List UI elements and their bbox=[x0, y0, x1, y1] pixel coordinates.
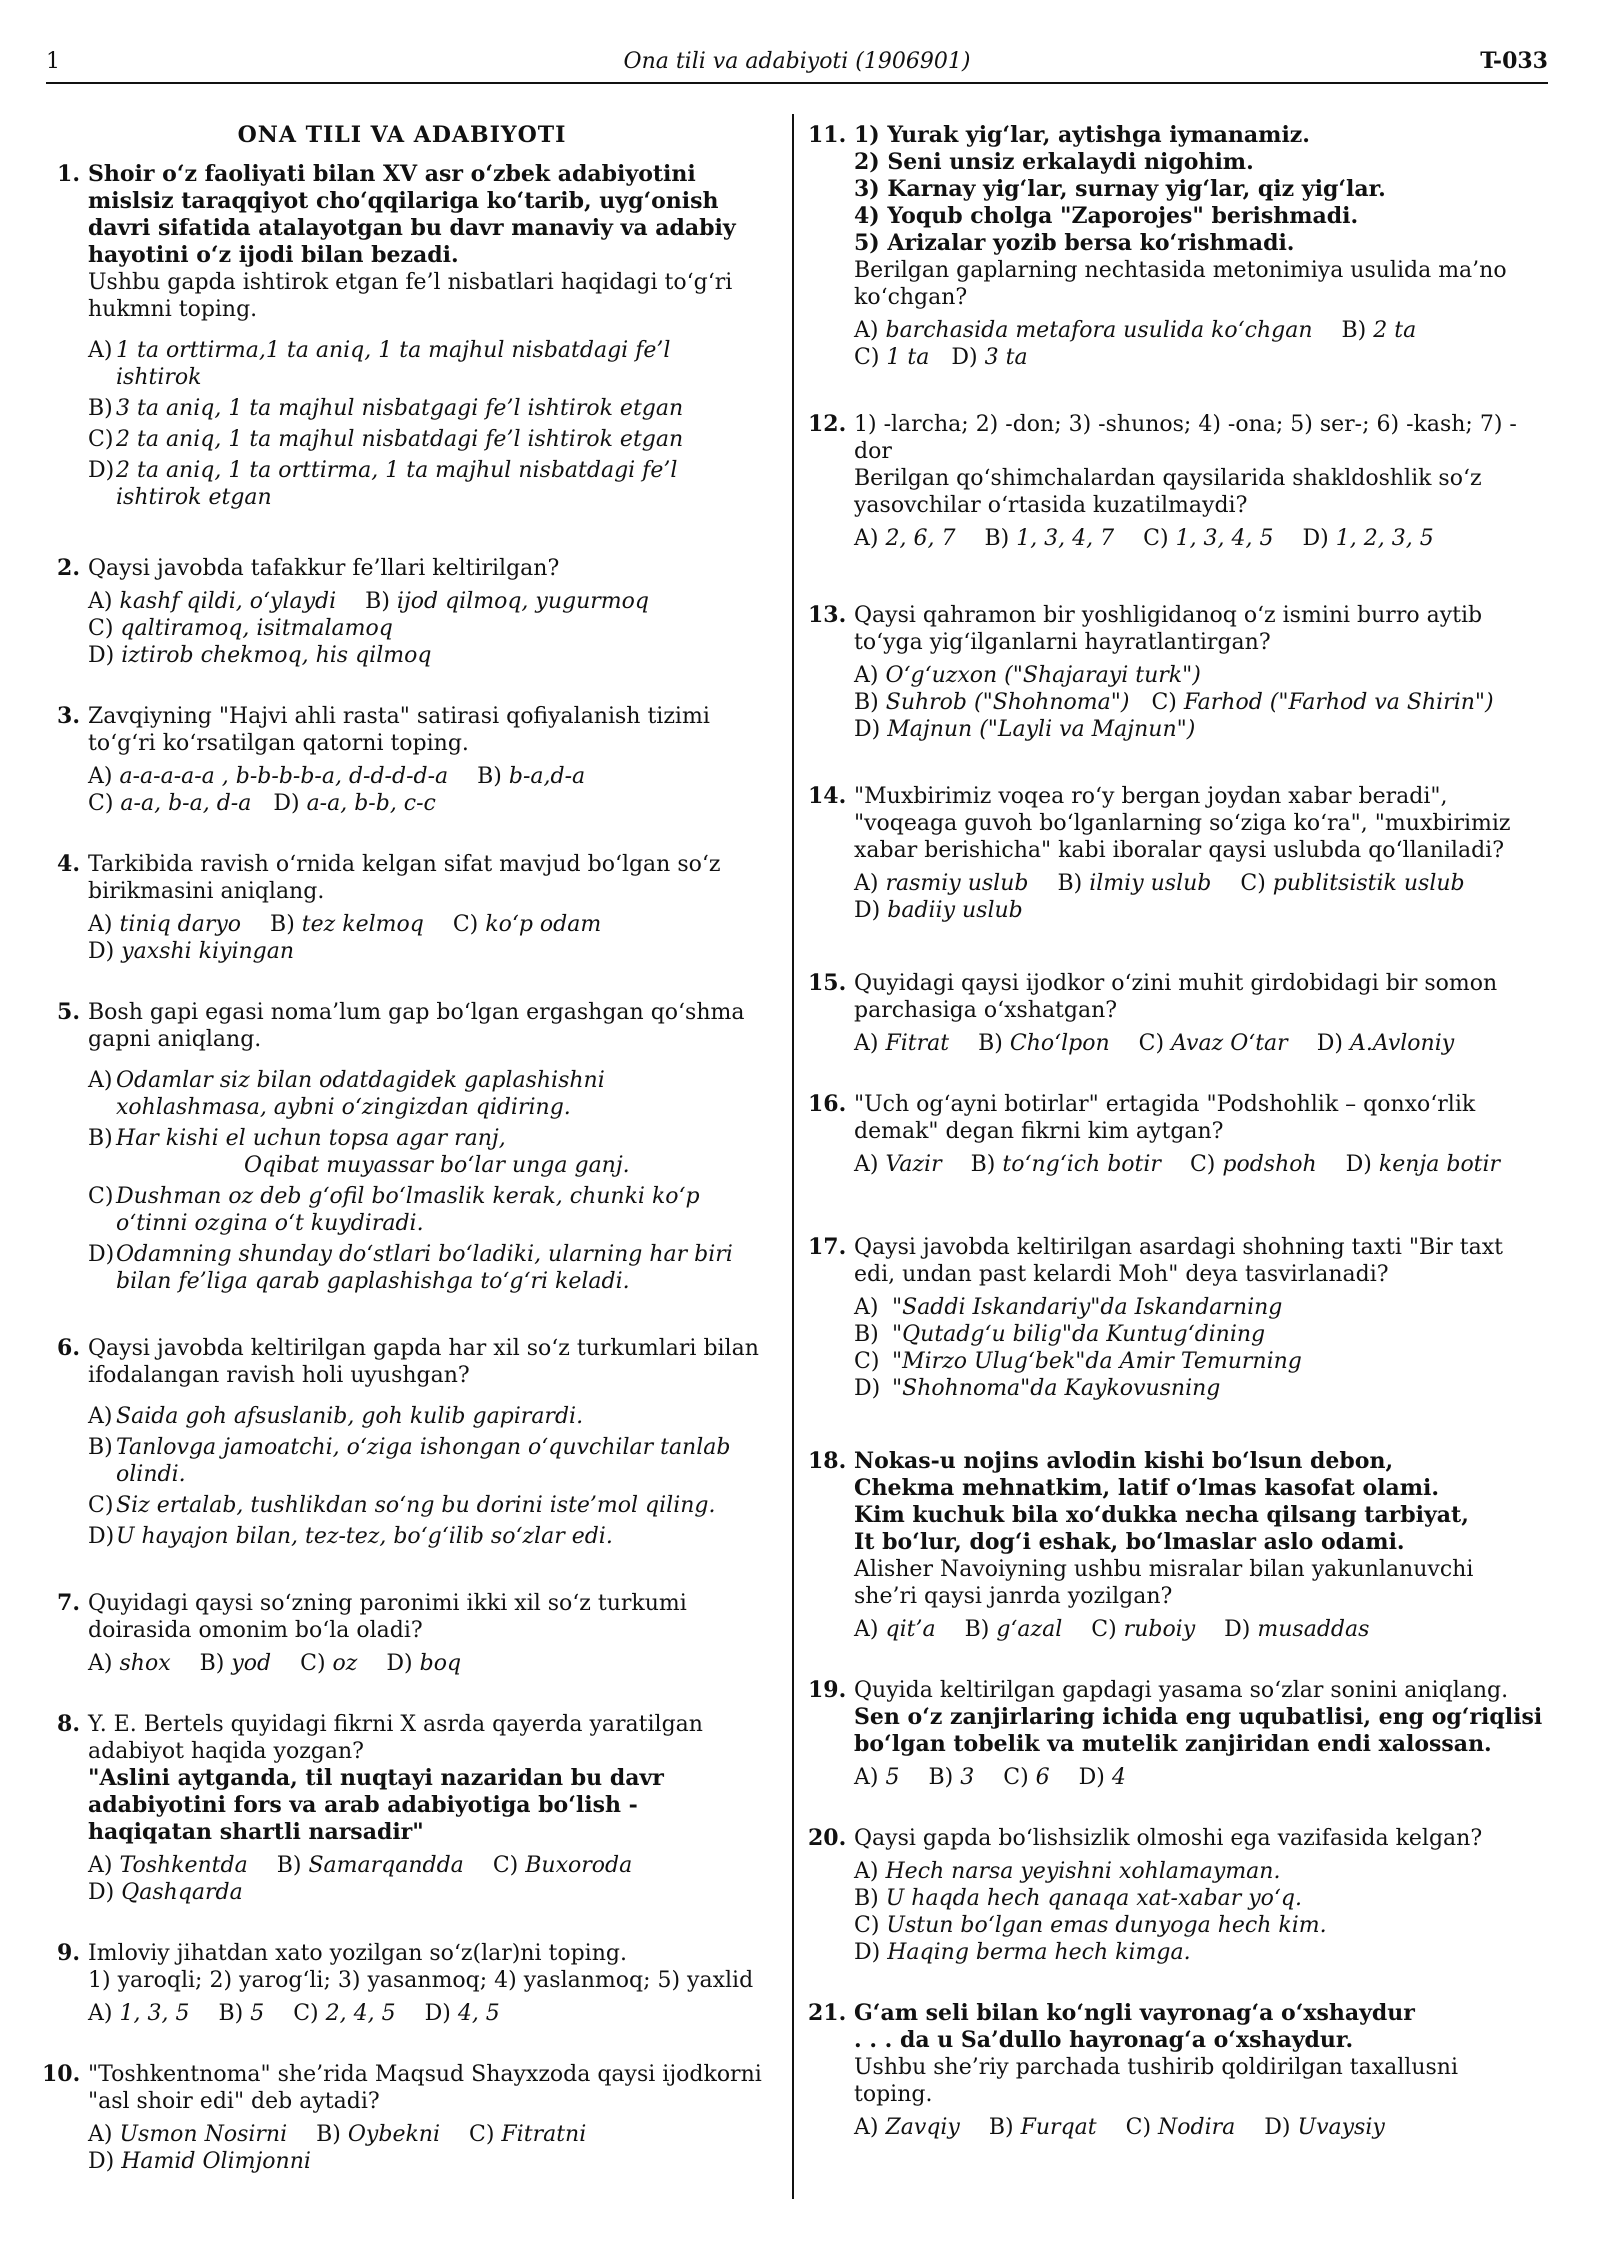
answer-options bbox=[854, 662, 1543, 743]
option-a[interactable]: A) Hech narsa yeyishni xohlamayman. bbox=[854, 1859, 1281, 1884]
question-items: 1) yaroqli; 2) yarog‘li; 3) yasanmoq; 4) yaslanmoq; 5) yaxlid bbox=[88, 1968, 754, 1993]
option-b[interactable]: B) Furqat bbox=[988, 2115, 1097, 2140]
question-number: 18. bbox=[808, 1448, 847, 1474]
option-b[interactable]: B) 2 ta bbox=[1341, 318, 1417, 343]
question-9 bbox=[42, 1940, 762, 2027]
answer-options bbox=[854, 1030, 1543, 1057]
option-b[interactable]: B) yod bbox=[199, 1651, 272, 1676]
sentence-line: 3) Karnay yig‘lar, surnay yig‘lar, qiz yig‘lar. bbox=[854, 176, 1386, 202]
question-7 bbox=[42, 1590, 762, 1677]
option-d[interactable]: D) 3 ta bbox=[951, 345, 1028, 370]
option-c[interactable]: C) podshoh bbox=[1189, 1152, 1317, 1177]
poem-line: It bo‘lur, dog‘i eshak, bo‘lmaslar aslo odami. bbox=[854, 1529, 1405, 1555]
option-d[interactable]: D) badiiy uslub bbox=[854, 898, 1023, 923]
question-13 bbox=[808, 602, 1543, 743]
question-number: 2. bbox=[57, 555, 80, 581]
question-text: Berilgan gaplarning nechtasida metonimiya usulida ma’no ko‘chgan? bbox=[854, 258, 1507, 310]
option-b[interactable]: B) Tanlovga jamoatchi, o‘ziga ishongan o‘quvchilar tanlab olindi. bbox=[88, 1435, 731, 1487]
answer-options bbox=[88, 1067, 762, 1295]
option-c[interactable]: C) ko‘p odam bbox=[452, 912, 602, 937]
question-text: Quyida keltirilgan gapdagi yasama so‘zlar sonini aniqlang. bbox=[854, 1678, 1509, 1703]
option-cd bbox=[88, 790, 762, 817]
answer-options bbox=[854, 1151, 1543, 1178]
question-text: Qaysi javobda keltirilgan asardagi shohning taxti "Bir taxt edi, undan past kelardi Moh" deya tasvirlanadi? bbox=[854, 1235, 1503, 1287]
option-b[interactable]: B) 1, 3, 4, 7 bbox=[984, 526, 1115, 551]
option-c[interactable]: C) Ustun bo‘lgan emas dunyoga hech kim. bbox=[854, 1913, 1327, 1938]
option-a[interactable]: A) qit’a bbox=[854, 1617, 936, 1642]
question-number: 15. bbox=[808, 970, 847, 996]
question-10 bbox=[42, 2061, 762, 2175]
answer-options bbox=[88, 911, 762, 965]
option-d[interactable]: D) Uvaysiy bbox=[1264, 2115, 1385, 2140]
left-column bbox=[42, 122, 762, 2209]
question-2 bbox=[42, 555, 762, 669]
option-d[interactable]: D) U hayajon bilan, tez-tez, bo‘g‘ilib so‘zlar edi. bbox=[88, 1524, 613, 1549]
option-a[interactable]: A) 1 ta orttirma,1 ta aniq, 1 ta majhul nisbatdagi fe’l ishtirok bbox=[88, 338, 671, 390]
question-items: 1) -larcha; 2) -don; 3) -shunos; 4) -ona; 5) ser-; 6) -kash; 7) -dor bbox=[854, 412, 1517, 464]
answer-options bbox=[854, 1764, 1543, 1791]
question-number: 3. bbox=[57, 703, 80, 729]
question-text: Ushbu gapda ishtirok etgan fe’l nisbatlari haqidagi to‘g‘ri hukmni toping. bbox=[88, 270, 733, 322]
option-d[interactable]: D) a-a, b-b, c-c bbox=[273, 791, 436, 816]
answer-options bbox=[88, 2121, 762, 2175]
answer-options bbox=[854, 1294, 1543, 1402]
question-number: 17. bbox=[808, 1234, 847, 1260]
option-c[interactable]: C) Nodira bbox=[1125, 2115, 1236, 2140]
option-c[interactable]: C) 1 ta bbox=[854, 345, 930, 370]
option-b[interactable]: B) tez kelmoq bbox=[270, 912, 424, 937]
option-b[interactable]: B) to‘ng‘ich botir bbox=[970, 1152, 1161, 1177]
question-6 bbox=[42, 1335, 762, 1550]
question-text: Quyidagi qaysi so‘zning paronimi ikki xil so‘z turkumi doirasida omonim bo‘la oladi? bbox=[88, 1591, 687, 1643]
question-number: 5. bbox=[57, 999, 80, 1025]
question-number: 11. bbox=[808, 122, 847, 148]
question-passage: Sen o‘z zanjirlaring ichida eng uqubatlisi, eng og‘riqlisi bo‘lgan tobelik va mutelik zanjiridan endi xalossan. bbox=[854, 1704, 1543, 1757]
option-bc bbox=[854, 689, 1543, 716]
question-quote: "Aslini aytganda, til nuqtayi nazaridan bu davr adabiyotini fors va arab adabiyotiga bo‘lish - haqiqatan shartli narsadir" bbox=[88, 1765, 664, 1845]
answer-options bbox=[854, 317, 1543, 371]
subject-title: Ona tili va adabiyoti (1906901) bbox=[623, 49, 971, 74]
option-d[interactable]: D) Qashqarda bbox=[88, 1880, 243, 1905]
question-21 bbox=[808, 2000, 1543, 2141]
question-number: 6. bbox=[57, 1335, 80, 1361]
question-text: "Toshkentnoma" she’rida Maqsud Shayxzoda qaysi ijodkorni "asl shoir edi" deb aytadi? bbox=[88, 2062, 762, 2114]
option-c[interactable]: C) Buxoroda bbox=[492, 1853, 633, 1878]
answer-options bbox=[88, 763, 762, 817]
option-d[interactable]: D) Odamning shunday do‘stlari bo‘ladiki, ularning har biri bilan fe’liga qarab gaplashishga to‘g‘ri keladi. bbox=[88, 1242, 733, 1294]
question-number: 12. bbox=[808, 411, 847, 437]
question-text: Qaysi gapda bo‘lishsizlik olmoshi ega vazifasida kelgan? bbox=[854, 1826, 1483, 1851]
option-b[interactable]: B) ijod qilmoq, yugurmoq bbox=[365, 589, 649, 614]
question-text: Qaysi javobda keltirilgan gapda har xil so‘z turkumlari bilan ifodalangan ravish holi uyushgan? bbox=[88, 1336, 759, 1388]
option-b[interactable]: B) b-a,d-a bbox=[477, 764, 586, 789]
option-c[interactable]: C) "Mirzo Ulug‘bek"da Amir Temurning bbox=[854, 1349, 1302, 1374]
option-a[interactable]: A) Zavqiy bbox=[854, 2115, 960, 2140]
poem-line: Chekma mehnatkim, latif o‘lmas kasofat olami. bbox=[854, 1475, 1440, 1501]
option-d[interactable]: D) iztirob chekmoq, his qilmoq bbox=[88, 643, 432, 668]
question-20 bbox=[808, 1825, 1543, 1966]
question-text: Qaysi qahramon bir yoshligidanoq o‘z ismini burro aytib to‘yga yig‘ilganlarni hayratlantirgan? bbox=[854, 603, 1483, 655]
option-a[interactable]: A) kashf qildi, o‘ylaydi bbox=[88, 589, 337, 614]
question-number: 20. bbox=[808, 1825, 847, 1851]
option-a[interactable]: A) Fitrat bbox=[854, 1031, 950, 1056]
option-c[interactable]: C) Dushman oz deb g‘ofil bo‘lmaslik kerak, chunki ko‘p o‘tinni ozgina o‘t kuydiradi. bbox=[88, 1184, 700, 1236]
question-number: 10. bbox=[42, 2061, 81, 2087]
question-number: 21. bbox=[808, 2000, 847, 2026]
question-text: Berilgan qo‘shimchalardan qaysilarida shakldoshlik so‘z yasovchilar o‘rtasida kuzatilmaydi? bbox=[854, 466, 1482, 518]
option-a[interactable]: A) a-a-a-a-a , b-b-b-b-a, d-d-d-d-a bbox=[88, 764, 449, 789]
option-d[interactable]: D) 4, 5 bbox=[424, 2001, 500, 2026]
question-number: 16. bbox=[808, 1091, 847, 1117]
option-c[interactable]: C) qaltiramoq, isitmalamoq bbox=[88, 616, 393, 641]
option-a[interactable]: A) Odamlar siz bilan odatdagidek gaplashishni xohlashmasa, aybni o‘zingizdan qidiring. bbox=[88, 1068, 605, 1120]
question-11 bbox=[808, 122, 1543, 371]
answer-options bbox=[854, 1858, 1543, 1966]
option-b[interactable]: B) 3 bbox=[928, 1765, 975, 1790]
question-text: Bosh gapi egasi noma’lum gap bo‘lgan ergashgan qo‘shma gapni aniqlang. bbox=[88, 1000, 745, 1052]
option-c[interactable]: C) 2, 4, 5 bbox=[293, 2001, 396, 2026]
option-b[interactable]: B) Har kishi el uchun topsa agar ranj, Oqibat muyassar bo‘lar unga ganj. bbox=[88, 1126, 630, 1178]
answer-options bbox=[88, 1403, 762, 1550]
poem-line: G‘am seli bilan ko‘ngli vayronag‘a o‘xshaydur bbox=[854, 2000, 1415, 2026]
answer-options bbox=[854, 2114, 1543, 2141]
option-d[interactable]: D) musaddas bbox=[1224, 1617, 1370, 1642]
question-5 bbox=[42, 999, 762, 1295]
answer-options bbox=[854, 1616, 1543, 1643]
option-a[interactable]: A) 5 bbox=[854, 1765, 900, 1790]
question-text: Imloviy jihatdan xato yozilgan so‘z(lar)ni toping. bbox=[88, 1941, 627, 1966]
question-number: 4. bbox=[57, 851, 80, 877]
option-a[interactable]: A) shox bbox=[88, 1651, 171, 1676]
question-15 bbox=[808, 970, 1543, 1057]
option-a[interactable]: A) "Saddi Iskandariy"da Iskandarning bbox=[854, 1295, 1283, 1320]
question-number: 19. bbox=[808, 1677, 847, 1703]
option-d[interactable]: D) Haqing berma hech kimga. bbox=[854, 1940, 1191, 1965]
option-c[interactable]: C) 2 ta aniq, 1 ta majhul nisbatdagi fe’l ishtirok etgan bbox=[88, 427, 684, 452]
question-number: 13. bbox=[808, 602, 847, 628]
question-number: 9. bbox=[57, 1940, 80, 1966]
question-number: 14. bbox=[808, 783, 847, 809]
option-c[interactable]: C) a-a, b-a, d-a bbox=[88, 791, 252, 816]
option-d[interactable]: D) kenja botir bbox=[1345, 1152, 1501, 1177]
question-text: "Uch og‘ayni botirlar" ertagida "Podshohlik – qonxo‘rlik demak" degan fikrni kim aytgan? bbox=[854, 1092, 1476, 1144]
question-text: Alisher Navoiyning ushbu misralar bilan yakunlanuvchi she’ri qaysi janrda yozilgan? bbox=[854, 1557, 1474, 1609]
question-4 bbox=[42, 851, 762, 965]
answer-options bbox=[854, 525, 1543, 552]
option-a[interactable]: A) Usmon Nosirni bbox=[88, 2122, 288, 2147]
option-c[interactable]: C) 6 bbox=[1003, 1765, 1050, 1790]
page-number: 1 bbox=[46, 49, 60, 74]
question-14 bbox=[808, 783, 1543, 924]
question-text: Tarkibida ravish o‘rnida kelgan sifat mavjud bo‘lgan so‘z birikmasini aniqlang. bbox=[88, 852, 721, 904]
option-c[interactable]: C) Farhod ("Farhod va Shirin") bbox=[1151, 690, 1494, 715]
test-code: T-033 bbox=[1480, 48, 1548, 74]
option-a[interactable]: A) Saida goh afsuslanib, goh kulib gapirardi. bbox=[88, 1404, 584, 1429]
question-3 bbox=[42, 703, 762, 817]
column-divider bbox=[792, 114, 794, 2199]
option-a[interactable]: A) Vazir bbox=[854, 1152, 942, 1177]
option-a[interactable]: A) 2, 6, 7 bbox=[854, 526, 956, 551]
option-b[interactable]: B) 5 bbox=[218, 2001, 265, 2026]
question-18 bbox=[808, 1448, 1543, 1643]
sentence-line: 4) Yoqub cholga "Zaporojes" berishmadi. bbox=[854, 203, 1359, 229]
question-text: Quyidagi qaysi ijodkor o‘zini muhit girdobidagi bir somon parchasiga o‘xshatgan? bbox=[854, 971, 1498, 1023]
option-c[interactable]: C) 1, 3, 4, 5 bbox=[1143, 526, 1274, 551]
question-passage: Shoir o‘z faoliyati bilan XV asr o‘zbek adabiyotini mislsiz taraqqiyot cho‘qqilariga ko‘tarib, uyg‘onish davri sifatida atalayotgan bu davr manaviy va adabiy hayotini o‘z ijodi bilan bezadi. bbox=[88, 161, 736, 268]
option-b[interactable]: B) "Qutadg‘u bilig"da Kuntug‘dining bbox=[854, 1322, 1266, 1347]
question-text: Qaysi javobda tafakkur fe’llari keltirilgan? bbox=[88, 556, 560, 581]
poem-line: Nokas-u nojins avlodin kishi bo‘lsun debon, bbox=[854, 1448, 1394, 1474]
option-c[interactable]: C) ruboiy bbox=[1091, 1617, 1196, 1642]
option-d[interactable]: D) 2 ta aniq, 1 ta orttirma, 1 ta majhul nisbatdagi fe’l ishtirok etgan bbox=[88, 458, 678, 510]
sentence-line: 1) Yurak yig‘lar, aytishga iymanamiz. bbox=[854, 122, 1310, 148]
option-b[interactable]: B) 3 ta aniq, 1 ta majhul nisbatgagi fe’l ishtirok etgan bbox=[88, 396, 684, 421]
question-text: Zavqiyning "Hajvi ahli rasta" satirasi qofiyalanish tizimi to‘g‘ri ko‘rsatilgan qatorni toping. bbox=[88, 704, 710, 756]
option-b[interactable]: B) Oybekni bbox=[316, 2122, 440, 2147]
poem-line: Kim kuchuk bila xo‘dukka necha qilsang tarbiyat, bbox=[854, 1502, 1469, 1528]
question-text: Y. E. Bertels quyidagi fikrni X asrda qayerda yaratilgan adabiyot haqida yozgan? bbox=[88, 1712, 703, 1764]
option-a[interactable]: A) O‘g‘uzxon ("Shajarayi turk") bbox=[854, 663, 1201, 688]
option-b[interactable]: B) g‘azal bbox=[964, 1617, 1063, 1642]
question-19 bbox=[808, 1677, 1543, 1791]
option-a[interactable]: A) barchasida metafora usulida ko‘chgan bbox=[854, 318, 1313, 343]
option-d[interactable]: D) Hamid Olimjonni bbox=[88, 2149, 311, 2174]
option-c[interactable]: C) Fitratni bbox=[469, 2122, 587, 2147]
option-d[interactable]: D) 4 bbox=[1078, 1765, 1126, 1790]
question-number: 8. bbox=[57, 1711, 80, 1737]
answer-options bbox=[88, 1650, 762, 1677]
option-b[interactable]: B) Suhrob ("Shohnoma") bbox=[854, 690, 1130, 715]
option-d[interactable]: D) A.Avloniy bbox=[1316, 1031, 1455, 1056]
option-a[interactable]: A) Toshkentda bbox=[88, 1853, 248, 1878]
option-a[interactable]: A) rasmiy uslub bbox=[854, 871, 1029, 896]
question-number: 7. bbox=[57, 1590, 80, 1616]
option-c[interactable]: C) Siz ertalab, tushlikdan so‘ng bu dorini iste’mol qiling. bbox=[88, 1493, 716, 1518]
option-c[interactable]: C) Avaz O‘tar bbox=[1138, 1031, 1288, 1056]
question-text: Ushbu she’riy parchada tushirib qoldirilgan taxallusni toping. bbox=[854, 2055, 1458, 2107]
option-a[interactable]: A) tiniq daryo bbox=[88, 912, 242, 937]
option-cd bbox=[854, 344, 1543, 371]
option-b[interactable]: B) U haqda hech qanaqa xat-xabar yo‘q. bbox=[854, 1886, 1302, 1911]
document-title: ONA TILI VA ADABIYOTI bbox=[237, 122, 567, 148]
option-a[interactable]: A) 1, 3, 5 bbox=[88, 2001, 190, 2026]
question-number: 1. bbox=[57, 161, 80, 187]
option-c[interactable]: C) publitsistik uslub bbox=[1240, 871, 1465, 896]
answer-options bbox=[88, 588, 762, 669]
question-12 bbox=[808, 411, 1543, 552]
answer-options bbox=[88, 2000, 762, 2027]
option-b[interactable]: B) Cho‘lpon bbox=[978, 1031, 1110, 1056]
option-b[interactable]: B) ilmiy uslub bbox=[1057, 871, 1212, 896]
option-d[interactable]: D) Majnun ("Layli va Majnun") bbox=[854, 717, 1196, 742]
option-d[interactable]: D) 1, 2, 3, 5 bbox=[1302, 526, 1434, 551]
option-d[interactable]: D) boq bbox=[386, 1651, 462, 1676]
question-1 bbox=[42, 161, 762, 511]
option-d[interactable]: D) "Shohnoma"da Kaykovusning bbox=[854, 1376, 1221, 1401]
right-column bbox=[808, 122, 1543, 2175]
sentence-line: 5) Arizalar yozib bersa ko‘rishmadi. bbox=[854, 230, 1295, 256]
question-17 bbox=[808, 1234, 1543, 1402]
poem-line: . . . da u Sa’dullo hayronag‘a o‘xshaydur. bbox=[854, 2027, 1354, 2053]
answer-options bbox=[88, 1852, 762, 1906]
question-text: "Muxbirimiz voqea ro‘y bergan joydan xabar beradi", "voqeaga guvoh bo‘lganlarning so‘ziga ko‘ra", "muxbirimiz xabar berishicha" kabi iboralar qaysi uslubda qo‘llaniladi? bbox=[854, 784, 1511, 863]
option-d[interactable]: D) yaxshi kiyingan bbox=[88, 939, 295, 964]
answer-options bbox=[854, 870, 1543, 924]
option-c[interactable]: C) oz bbox=[300, 1651, 358, 1676]
sentence-line: 2) Seni unsiz erkalaydi nigohim. bbox=[854, 149, 1254, 175]
answer-options bbox=[88, 337, 762, 511]
page-header bbox=[46, 48, 1548, 84]
option-b[interactable]: B) Samarqandda bbox=[276, 1853, 464, 1878]
question-8 bbox=[42, 1711, 762, 1906]
question-16 bbox=[808, 1091, 1543, 1178]
